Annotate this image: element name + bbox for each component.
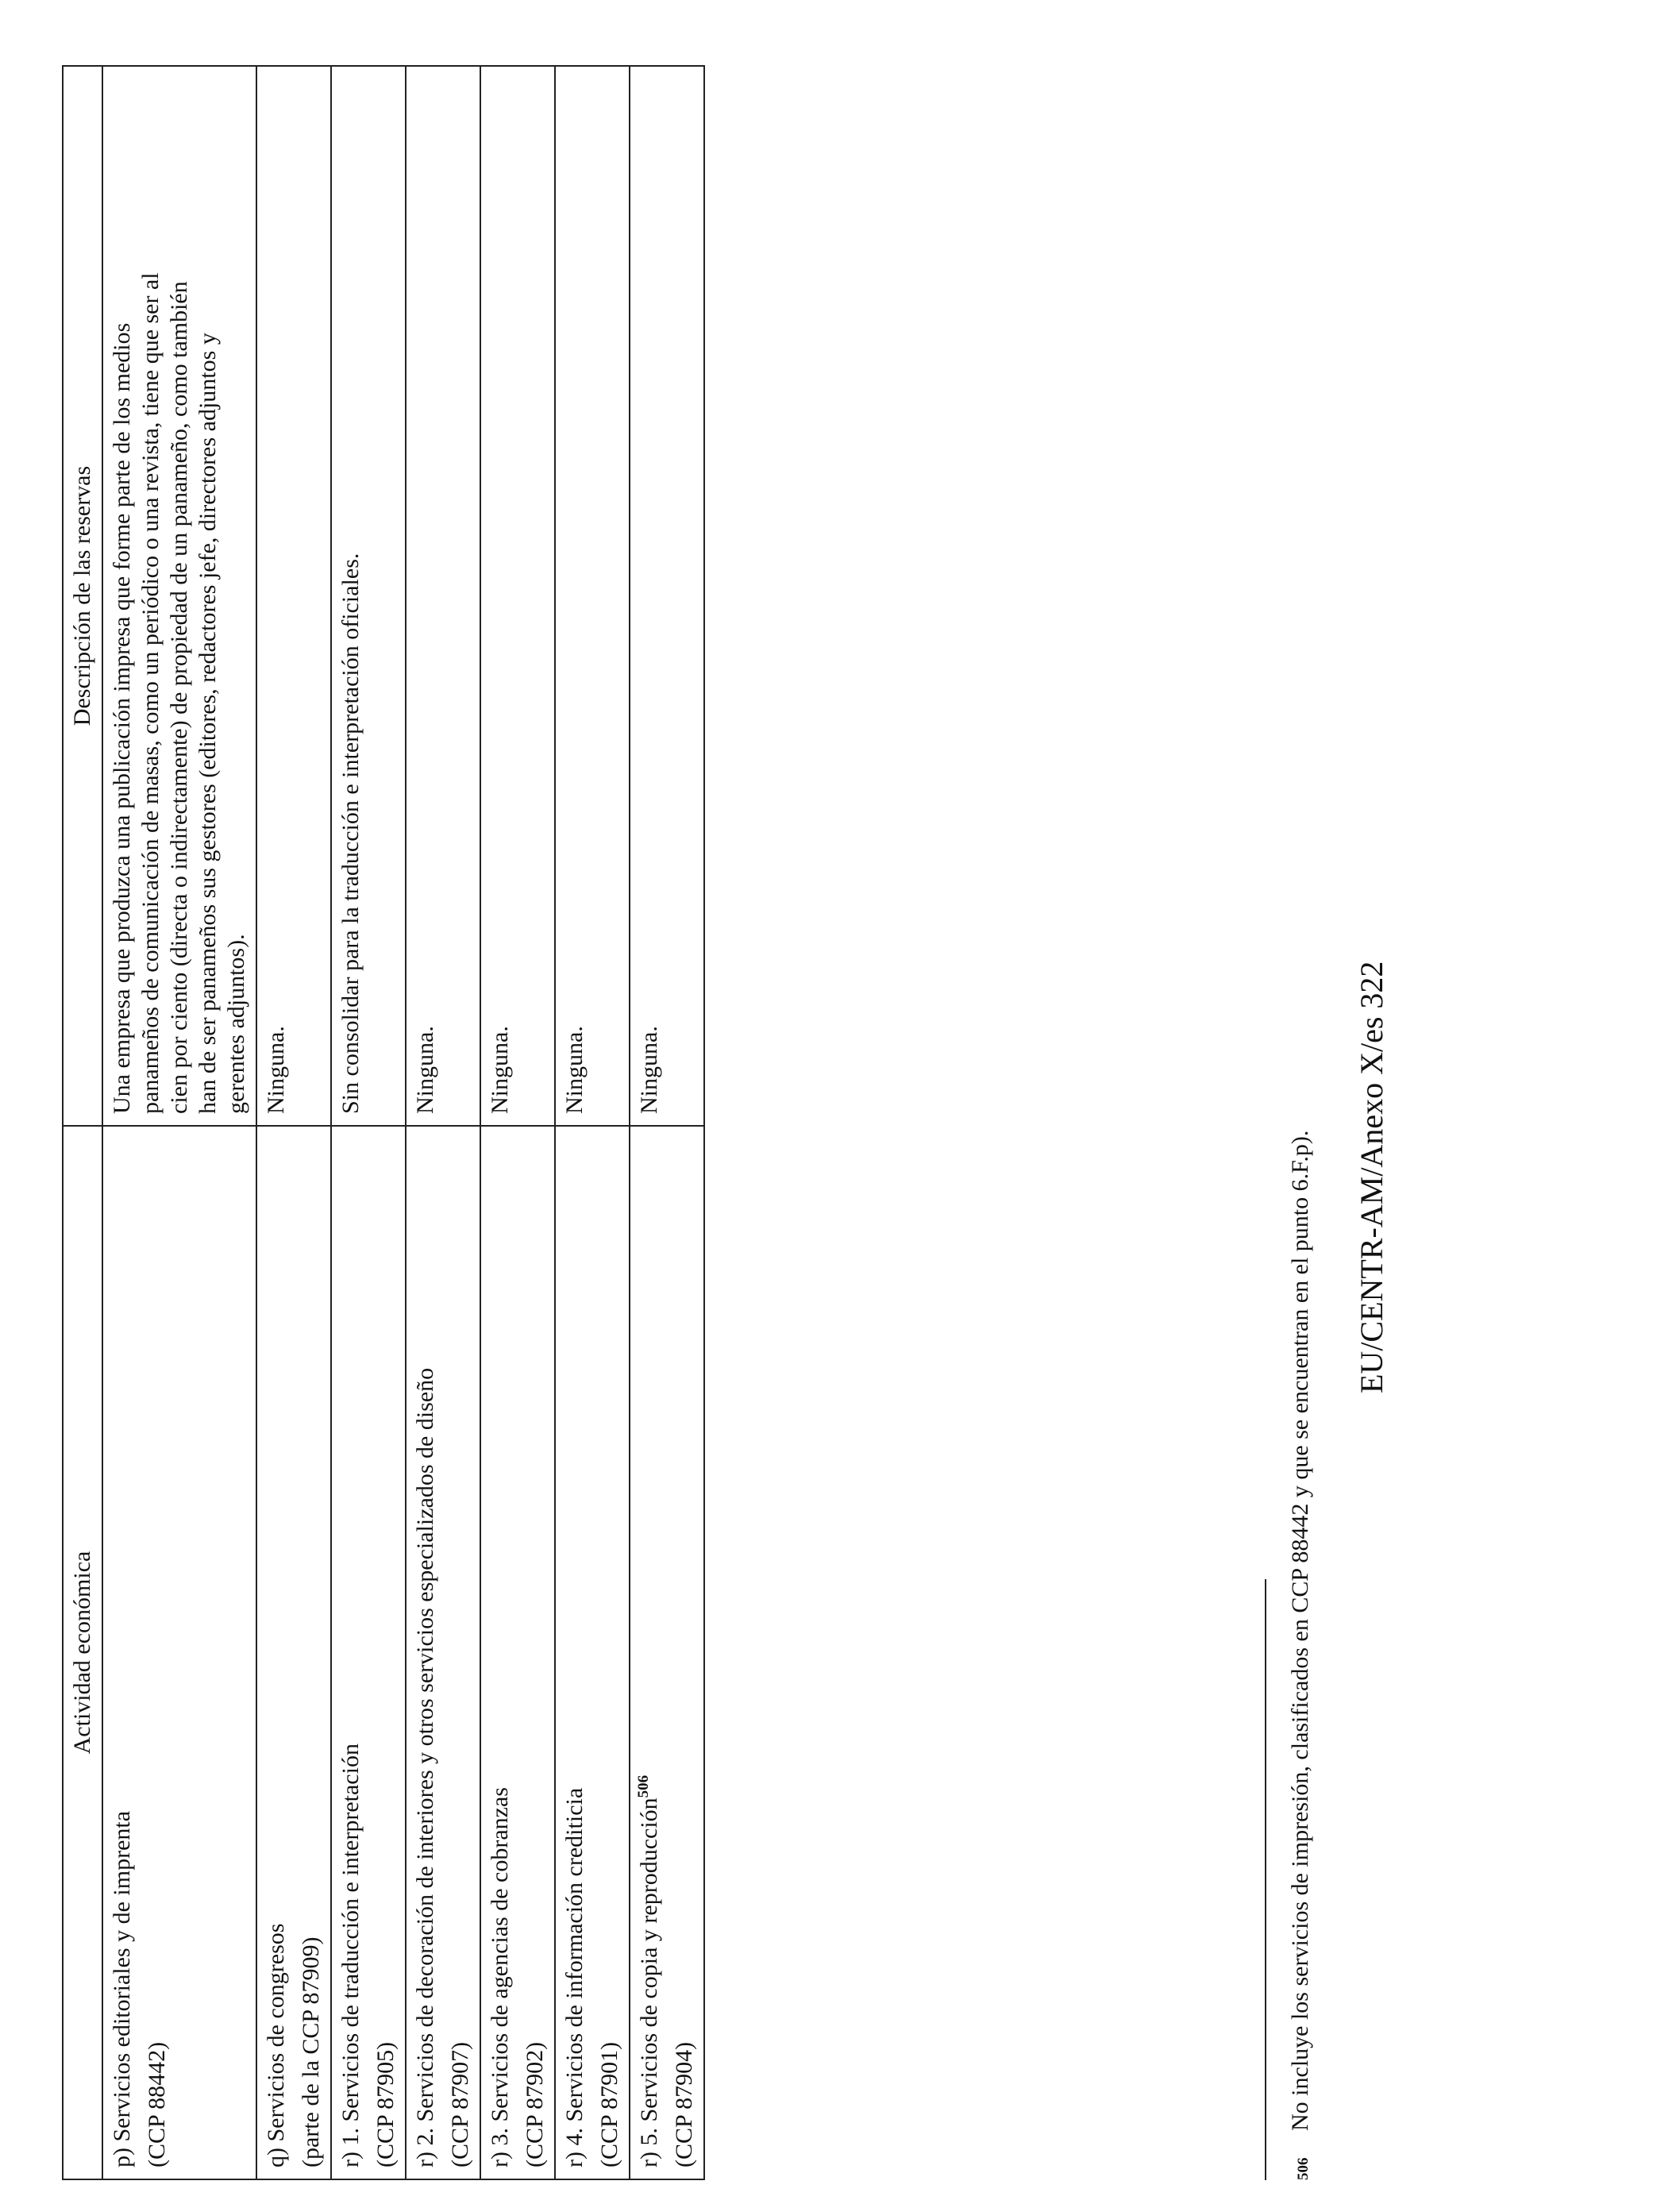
table-row	[256, 66, 331, 2179]
activity-code: (CCP 87902)	[522, 2041, 548, 2167]
footnote-reference[interactable]: 506	[635, 1774, 652, 1798]
activity-cell	[630, 1126, 704, 2179]
activity-name: p) Servicios editoriales y de imprenta	[109, 1810, 135, 2167]
description-cell	[256, 66, 331, 1126]
footnote	[1286, 116, 1315, 2180]
footnote-text: No incluye los servicios de impresión, clasificados en CCP 88442 y que se encuentran en el punto 6.F.p).	[1287, 1130, 1313, 2131]
activity-code: (CCP 87901)	[596, 2041, 622, 2167]
activity-cell	[102, 1126, 256, 2179]
table-row	[480, 66, 555, 2179]
reservation-description: Una empresa que produzca una publicación impresa que forme parte de los medios panameños de comunicación de masas, como un periódico o una revista, tiene que ser al cien por ciento (directa o indirectamente) de propiedad de un panameño, como también han de ser panameños sus gestores (editores, redactores jefe, directores adjuntos y gerentes adjuntos).	[109, 272, 249, 1114]
activity-cell	[256, 1126, 331, 2179]
activity-code: (parte de la CCP 87909)	[298, 1936, 324, 2167]
description-cell	[555, 66, 630, 1126]
activity-name: r) 3. Servicios de agencias de cobranzas	[487, 1787, 513, 2167]
activity-code: (CCP 87905)	[372, 2041, 399, 2167]
activity-name: r) 1. Servicios de traducción e interpretación	[337, 1744, 364, 2167]
reservation-description: Sin consolidar para la traducción e interpretación oficiales.	[337, 553, 364, 1114]
footnote-number: 506	[1295, 2157, 1312, 2180]
footnote-separator	[1265, 1579, 1266, 2180]
description-cell	[630, 66, 704, 1126]
reservation-description: Ninguna.	[487, 1026, 513, 1114]
column-header-description: Descripción de las reservas	[63, 66, 102, 1126]
table-row	[331, 66, 406, 2179]
table-row	[630, 66, 704, 2179]
activity-cell	[331, 1126, 406, 2179]
description-cell	[102, 66, 256, 1126]
reservation-description: Ninguna.	[561, 1026, 588, 1114]
column-header-activity: Actividad económica	[63, 1126, 102, 2179]
description-cell	[331, 66, 406, 1126]
table-row	[406, 66, 480, 2179]
activity-cell	[555, 1126, 630, 2179]
activity-name: r) 2. Servicios de decoración de interiores y otros servicios especializados de diseño	[412, 1367, 438, 2167]
table-row	[555, 66, 630, 2179]
activity-code: (CCP 87907)	[447, 2041, 473, 2167]
reservations-table	[62, 65, 705, 2180]
activity-name: r) 5. Servicios de copia y reproducción	[636, 1797, 662, 2167]
description-cell	[406, 66, 480, 1126]
activity-cell	[406, 1126, 480, 2179]
page-reference: EU/CENTR-AM/Anexo X/es 322	[1354, 961, 1389, 1393]
reservation-description: Ninguna.	[263, 1026, 289, 1114]
activity-name-with-footnote	[635, 1138, 664, 2167]
activity-cell	[480, 1126, 555, 2179]
table-header-row	[63, 66, 102, 2179]
reservation-description: Ninguna.	[636, 1026, 662, 1114]
activity-code: (CCP 87904)	[671, 2041, 697, 2167]
activity-name: q) Servicios de congresos	[263, 1923, 289, 2167]
activity-code: (CCP 88442)	[144, 2041, 170, 2167]
reservation-description: Ninguna.	[412, 1026, 438, 1114]
description-cell	[480, 66, 555, 1126]
table-row	[102, 66, 256, 2179]
activity-name: r) 4. Servicios de información crediticia	[561, 1787, 588, 2167]
